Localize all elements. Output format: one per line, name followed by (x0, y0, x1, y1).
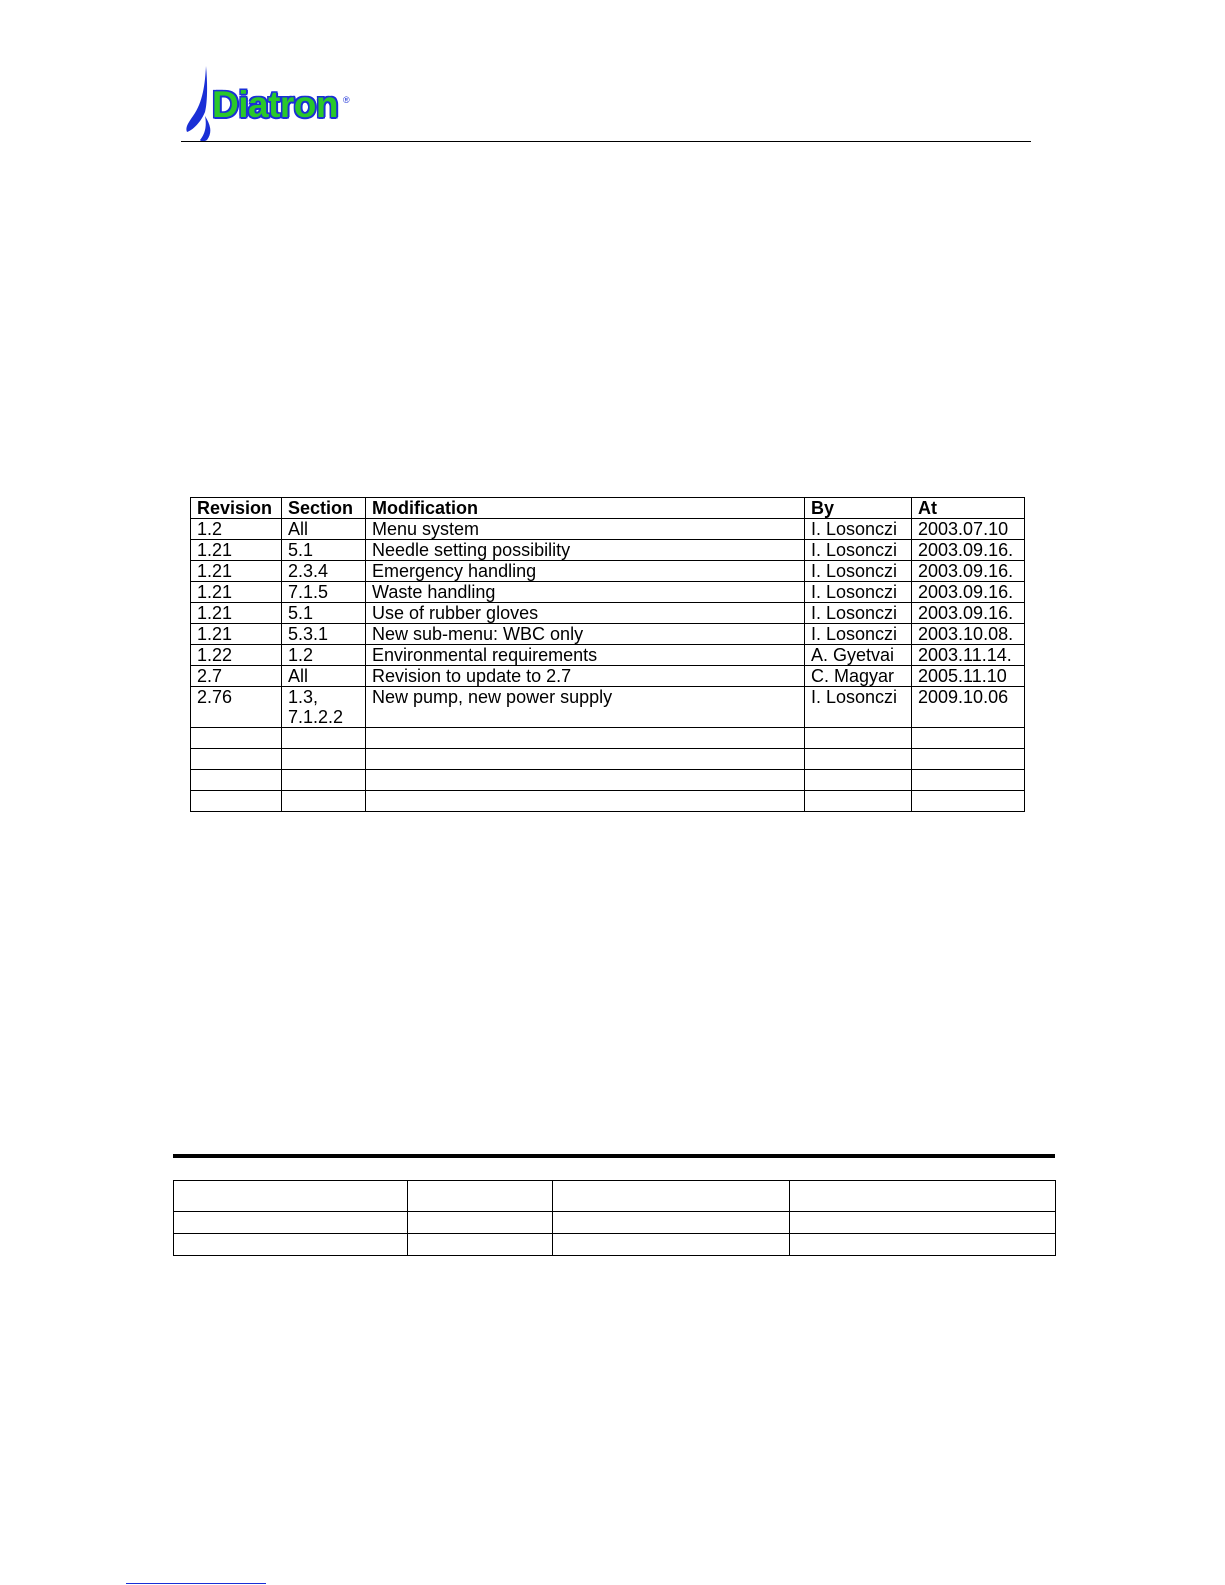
at-cell: 2009.10.06 (912, 687, 1025, 728)
empty-table-row (191, 791, 1025, 812)
modification-cell: Revision to update to 2.7 (366, 666, 805, 687)
column-header-section: Section (282, 498, 366, 519)
by-cell: I. Losonczi (805, 687, 912, 728)
by-cell: I. Losonczi (805, 561, 912, 582)
empty-table-row (191, 749, 1025, 770)
by-cell: C. Magyar (805, 666, 912, 687)
footer-table-row (174, 1212, 1056, 1234)
table-row (191, 603, 1025, 624)
table-row (191, 519, 1025, 540)
revision-cell: 1.21 (191, 561, 282, 582)
header-rule (181, 141, 1031, 142)
revision-cell: 2.76 (191, 687, 282, 728)
footer-table-row (174, 1181, 1056, 1212)
at-cell: 2003.09.16. (912, 603, 1025, 624)
modification-cell: Environmental requirements (366, 645, 805, 666)
modification-cell: New sub-menu: WBC only (366, 624, 805, 645)
table-header-row (191, 498, 1025, 519)
footer-link-underline (126, 1583, 266, 1584)
by-cell: I. Losonczi (805, 603, 912, 624)
at-cell: 2003.11.14. (912, 645, 1025, 666)
column-header-at: At (912, 498, 1025, 519)
table-row (191, 645, 1025, 666)
revision-cell: 2.7 (191, 666, 282, 687)
modification-cell: New pump, new power supply (366, 687, 805, 728)
modification-cell: Emergency handling (366, 561, 805, 582)
by-cell: I. Losonczi (805, 582, 912, 603)
revision-cell: 1.21 (191, 603, 282, 624)
logo-wordmark: Diatron (212, 84, 338, 125)
footer-table-row (174, 1234, 1056, 1256)
table-row (191, 687, 1025, 728)
revision-cell: 1.2 (191, 519, 282, 540)
section-cell: 1.3, 7.1.2.2 (282, 687, 366, 728)
table-row (191, 666, 1025, 687)
section-cell: All (282, 666, 366, 687)
footer-rule (173, 1154, 1055, 1158)
footer-signature-table (173, 1180, 1056, 1256)
revision-cell: 1.21 (191, 540, 282, 561)
at-cell: 2005.11.10 (912, 666, 1025, 687)
table-row (191, 561, 1025, 582)
modification-cell: Needle setting possibility (366, 540, 805, 561)
at-cell: 2003.09.16. (912, 561, 1025, 582)
revision-cell: 1.22 (191, 645, 282, 666)
revision-cell: 1.21 (191, 582, 282, 603)
by-cell: I. Losonczi (805, 624, 912, 645)
column-header-modification: Modification (366, 498, 805, 519)
section-cell: All (282, 519, 366, 540)
at-cell: 2003.10.08. (912, 624, 1025, 645)
section-cell: 1.2 (282, 645, 366, 666)
at-cell: 2003.09.16. (912, 540, 1025, 561)
by-cell: A. Gyetvai (805, 645, 912, 666)
registered-mark: ® (343, 95, 350, 105)
empty-table-row (191, 728, 1025, 749)
modification-cell: Menu system (366, 519, 805, 540)
section-cell: 2.3.4 (282, 561, 366, 582)
revision-history-table (190, 497, 1025, 812)
modification-cell: Waste handling (366, 582, 805, 603)
at-cell: 2003.07.10 (912, 519, 1025, 540)
table-row (191, 624, 1025, 645)
column-header-revision: Revision (191, 498, 282, 519)
by-cell: I. Losonczi (805, 519, 912, 540)
at-cell: 2003.09.16. (912, 582, 1025, 603)
by-cell: I. Losonczi (805, 540, 912, 561)
empty-table-row (191, 770, 1025, 791)
revision-cell: 1.21 (191, 624, 282, 645)
section-cell: 5.1 (282, 540, 366, 561)
section-cell: 5.3.1 (282, 624, 366, 645)
modification-cell: Use of rubber gloves (366, 603, 805, 624)
section-cell: 7.1.5 (282, 582, 366, 603)
section-cell: 5.1 (282, 603, 366, 624)
column-header-by: By (805, 498, 912, 519)
table-row (191, 540, 1025, 561)
table-row (191, 582, 1025, 603)
